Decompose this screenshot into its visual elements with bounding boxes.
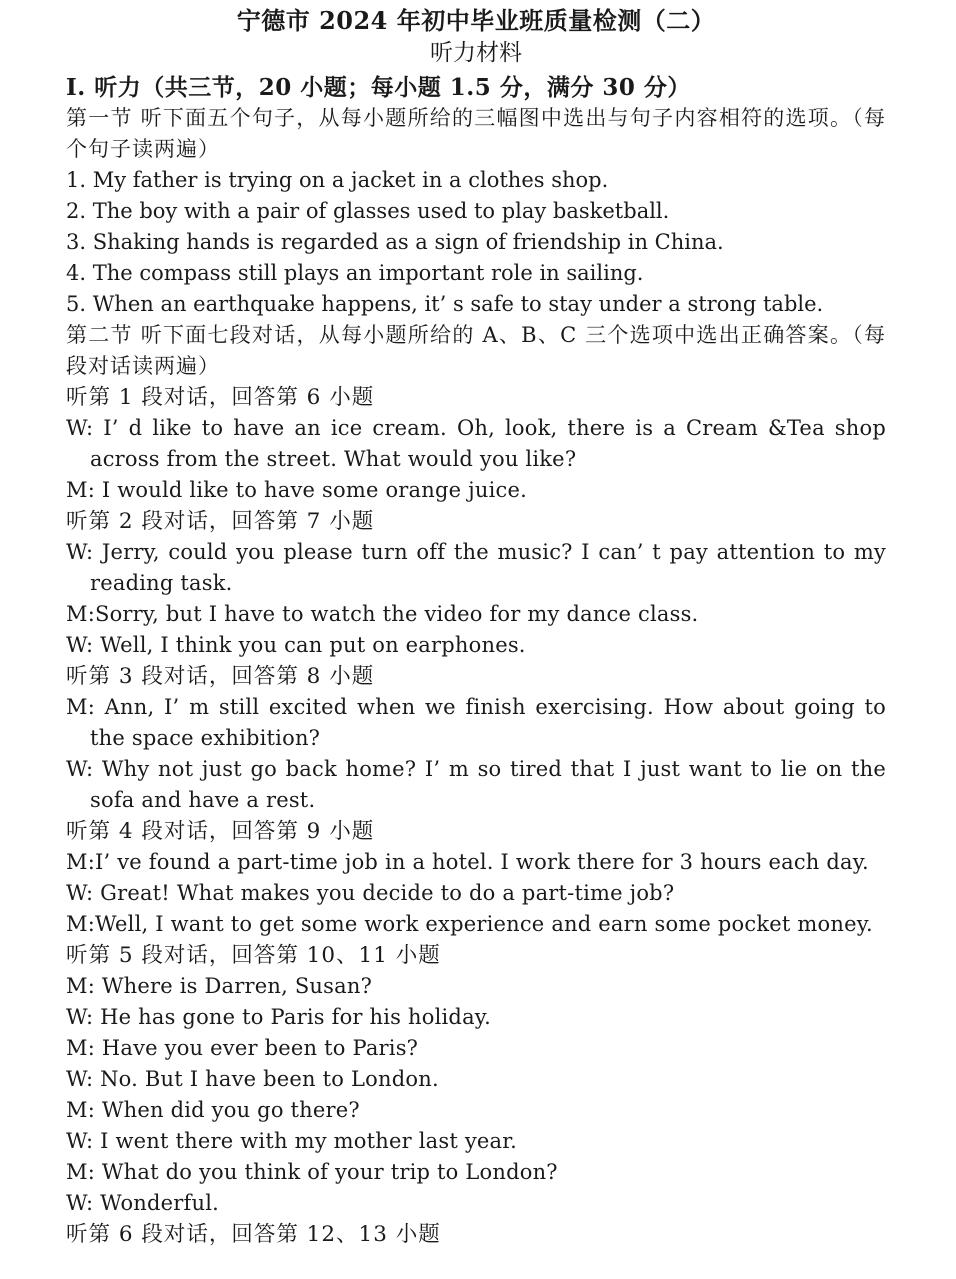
dialogue-line: W: Great! What makes you decide to do a part-time job? [66, 881, 675, 905]
dialogue-line: M: Ann, I’ m still excited when we finish exercising. How about going to the space exhibition? [66, 695, 886, 750]
dialogue-heading: 听第 5 段对话，回答第 10、11 小题 [66, 943, 441, 968]
sentence-item: 3. Shaking hands is regarded as a sign of friendship in China. [66, 230, 724, 254]
dialogue-line: M: When did you go there? [66, 1098, 360, 1122]
section1-instruction: 第一节 听下面五个句子，从每小题所给的三幅图中选出与句子内容相符的选项。（每个句子读两遍） [66, 106, 886, 161]
dialogue-line: M: What do you think of your trip to London? [66, 1160, 558, 1184]
dialogue-heading: 听第 3 段对话，回答第 8 小题 [66, 664, 375, 689]
dialogue-line: W: Well, I think you can put on earphones. [66, 633, 526, 657]
dialogue-4 [66, 816, 886, 940]
dialogue-heading: 听第 4 段对话，回答第 9 小题 [66, 819, 375, 844]
dialogue-line: W: Jerry, could you please turn off the music? I can’ t pay attention to my reading task. [66, 540, 886, 595]
document-title: 宁德市 2024 年初中毕业班质量检测（二） [236, 6, 716, 35]
dialogue-line: W: Wonderful. [66, 1191, 220, 1215]
dialogue-line: M: Have you ever been to Paris? [66, 1036, 419, 1060]
dialogue-5 [66, 940, 886, 1219]
dialogue-heading: 听第 1 段对话，回答第 6 小题 [66, 385, 375, 410]
dialogue-line: M: Where is Darren, Susan? [66, 974, 373, 998]
dialogue-heading: 听第 2 段对话，回答第 7 小题 [66, 509, 375, 534]
dialogue-2 [66, 506, 886, 661]
dialogue-line: W: No. But I have been to London. [66, 1067, 439, 1091]
dialogue-line: M:I’ ve found a part-time job in a hotel. I work there for 3 hours each day. [66, 850, 869, 874]
sentence-item: 1. My father is trying on a jacket in a clothes shop. [66, 168, 609, 192]
dialogue-heading: 听第 6 段对话，回答第 12、13 小题 [66, 1222, 441, 1247]
section1-sentence-list [66, 165, 886, 320]
dialogue-3 [66, 661, 886, 816]
document-subtitle: 听力材料 [430, 40, 522, 66]
part-heading: Ⅰ. 听力（共三节，20 小题；每小题 1.5 分，满分 30 分） [66, 74, 691, 101]
dialogue-line: M:Sorry, but I have to watch the video for my dance class. [66, 602, 699, 626]
dialogue-line: W: I’ d like to have an ice cream. Oh, look, there is a Cream &Tea shop across from the street. What would you like? [66, 416, 886, 471]
dialogue-line: W: He has gone to Paris for his holiday. [66, 1005, 491, 1029]
sentence-item: 2. The boy with a pair of glasses used to play basketball. [66, 199, 670, 223]
sentence-item: 4. The compass still plays an important role in sailing. [66, 261, 644, 285]
dialogue-1 [66, 382, 886, 506]
section2-instruction: 第二节 听下面七段对话，从每小题所给的 A、B、C 三个选项中选出正确答案。（每段对话读两遍） [66, 323, 886, 378]
dialogue-line: W: I went there with my mother last year. [66, 1129, 518, 1153]
dialogue-6 [66, 1219, 886, 1250]
sentence-item: 5. When an earthquake happens, it’ s safe to stay under a strong table. [66, 292, 824, 316]
dialogue-line: M:Well, I want to get some work experience and earn some pocket money. [66, 912, 873, 936]
dialogue-line: M: I would like to have some orange juice. [66, 478, 527, 502]
dialogue-line: W: Why not just go back home? I’ m so tired that I just want to lie on the sofa and have a rest. [66, 757, 886, 812]
